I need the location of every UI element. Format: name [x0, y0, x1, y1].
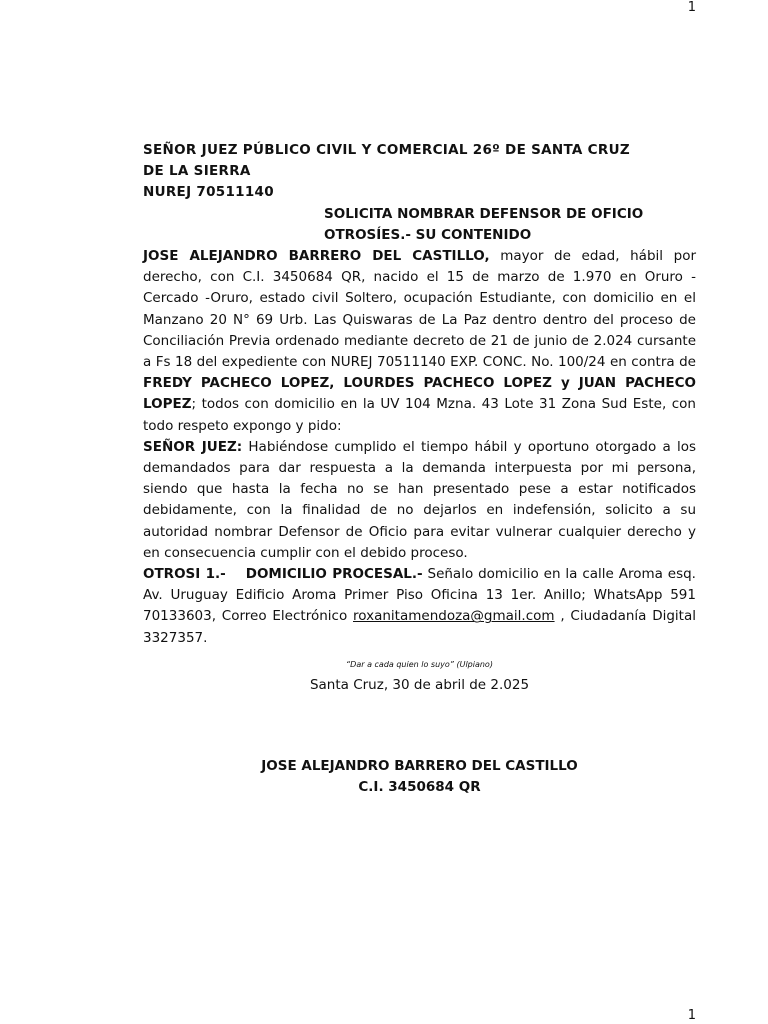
signature-ci: C.I. 3450684 QR [358, 779, 481, 796]
subject-line1: SOLICITA NOMBRAR DEFENSOR DE OFICIO [324, 205, 644, 222]
ulpiano-quote: “Dar a cada quien lo suyo” (Ulpiano) [346, 659, 493, 669]
document-body [143, 140, 696, 798]
defendants-names: FREDY PACHECO LOPEZ, LOURDES PACHECO LOPEZ y JUAN PACHECO LOPEZ [143, 375, 696, 413]
document-date: Santa Cruz, 30 de abril de 2.025 [309, 676, 530, 693]
signature-name: JOSE ALEJANDRO BARRERO DEL CASTILLO [261, 758, 578, 775]
paragraph-petitioner [143, 246, 696, 437]
court-address-line2: DE LA SIERRA [143, 163, 251, 180]
subject-line2: OTROSÍES.- SU CONTENIDO [324, 226, 532, 243]
nurej-line: NUREJ 70511140 [143, 184, 274, 201]
otrosi-label: OTROSI 1.- [143, 566, 226, 583]
otrosi-tail: , Ciudadanía Digital 3327357. [143, 608, 696, 646]
court-address-line1: SEÑOR JUEZ PÚBLICO CIVIL Y COMERCIAL 26º DE SANTA CRUZ [143, 142, 630, 158]
request-text: Habiéndose cumplido el tiempo hábil y oportuno otorgado a los demandados para dar respuesta a la demanda interpuesta por mi persona, siendo que hasta la fecha no se han presentado pese a estar notificados debidamente, con la finalidad de no dejarlos en indefensión, solicito a su autoridad nombrar Defensor de Oficio para evitar vulnerar cualquier derecho y en consecuencia cumplir con el debido proceso. [143, 438, 696, 561]
otrosi-text: Señalo domicilio en la calle Aroma esq. Av. Uruguay Edificio Aroma Primer Piso Oficina 13 1er. Anillo; WhatsApp 591 70133603, Correo Electrónico [143, 566, 696, 625]
petitioner-tail: ; todos con domicilio en la UV 104 Mzna. 43 Lote 31 Zona Sud Este, con todo respeto expongo y pido: [143, 396, 696, 434]
page-number-top: 1 [687, 0, 696, 15]
petitioner-name: JOSE ALEJANDRO BARRERO DEL CASTILLO, [143, 248, 490, 265]
email-link[interactable]: roxanitamendoza@gmail.com [353, 608, 555, 625]
paragraph-otrosi [143, 564, 696, 649]
paragraph-request [143, 437, 696, 564]
petitioner-details: mayor de edad, hábil por derecho, con C.I. 3450684 QR, nacido el 15 de marzo de 1.970 en Oruro -Cercado -Oruro, estado civil Soltero, ocupación Estudiante, con domicilio en el Manzano 20 N° 69 Urb. Las Quiswaras de La Paz dentro dentro del proceso de Conciliación Previa ordenado mediante decreto de 21 de junio de 2.024 cursante a Fs 18 del expediente con NUREJ 70511140 EXP. CONC. No. 100/24 en contra de [143, 248, 697, 371]
request-label: SEÑOR JUEZ: [143, 438, 243, 455]
page-number-bottom: 1 [687, 1008, 696, 1023]
domicilio-label: DOMICILIO PROCESAL.- [245, 566, 423, 583]
